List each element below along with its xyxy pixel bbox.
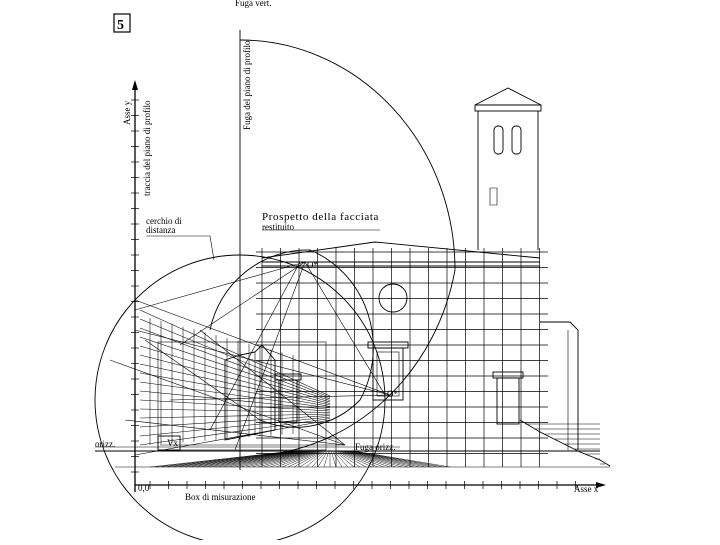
rose-window <box>379 284 407 312</box>
street-converging-line <box>140 417 330 436</box>
cerchio-di-label: cerchio di <box>146 216 182 226</box>
street-converging-line <box>140 364 330 405</box>
facade-circle-arc <box>210 250 373 427</box>
fuga-vert-label: Fuga vert. <box>235 0 272 8</box>
prospetto-title: Prospetto della facciata <box>262 211 380 223</box>
tower-cornice <box>475 105 541 111</box>
tower-roof <box>475 88 541 105</box>
distance-circle-leader <box>146 236 214 260</box>
origin-label: 0,0 <box>138 483 150 493</box>
asse-x-label: Asse x <box>574 484 599 494</box>
box-misurazione-label: Box di misurazione <box>185 492 256 502</box>
street-converging-line <box>140 337 330 401</box>
bell-tower <box>475 88 541 250</box>
fuga-piano-profilo-label: Fuga del piano di profilo <box>242 40 252 130</box>
ground-hatch-line <box>192 451 302 467</box>
figure-number-text: 5 <box>117 18 124 33</box>
ground-hatch-line <box>168 451 298 467</box>
distanza-label: distanza <box>146 225 176 235</box>
traccia-piano-profilo-label: traccia del piano di profilo <box>142 100 152 196</box>
tower-small-window <box>490 188 497 205</box>
restituito-label: restituito <box>262 222 294 232</box>
right-window-cap <box>493 372 523 378</box>
facade-grid <box>256 248 548 467</box>
construction-ray <box>145 340 260 420</box>
vx-label: Vx <box>167 438 178 448</box>
right-window <box>497 378 519 424</box>
figure-number <box>114 14 130 33</box>
fuga-orizz-label: Fuga orizz. <box>355 442 396 452</box>
tower-window-right <box>512 126 521 154</box>
orizz-label: orizz. <box>95 439 116 449</box>
construction-ray <box>170 395 390 400</box>
side-building <box>540 322 578 450</box>
y-axis-arrow <box>132 80 138 90</box>
labels <box>95 0 599 502</box>
asse-y-label: Asse y <box>122 100 132 125</box>
o-star-mid-label: O* <box>387 389 398 399</box>
tower-window-left <box>494 126 503 154</box>
o-star-top-label: O* <box>307 260 318 270</box>
construction-ray <box>110 360 345 445</box>
